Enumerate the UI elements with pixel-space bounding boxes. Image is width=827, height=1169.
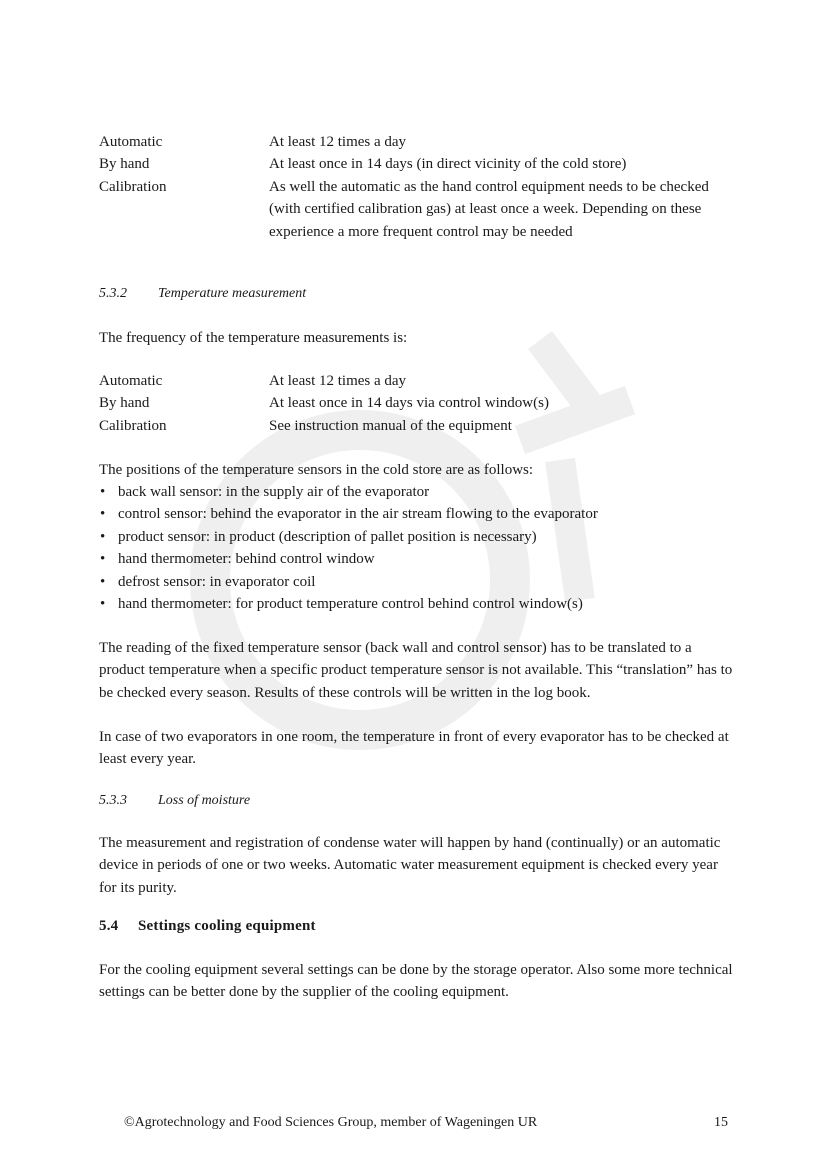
definition-value: At least 12 times a day bbox=[269, 373, 407, 389]
temperature-intro: The frequency of the temperature measurements is: bbox=[99, 330, 408, 346]
gas-measurement-table bbox=[99, 131, 739, 243]
temperature-frequency-table bbox=[99, 370, 739, 437]
definition-value: At least 12 times a day bbox=[269, 134, 407, 150]
section-heading-5-3-3 bbox=[99, 790, 250, 812]
bullet-icon: • bbox=[100, 573, 106, 590]
definition-value: At least once in 14 days via control window(s) bbox=[269, 395, 549, 412]
definition-term: Calibration bbox=[99, 178, 167, 195]
bullet-icon: • bbox=[100, 551, 106, 568]
definition-term: By hand bbox=[99, 156, 150, 173]
list-item-text: hand thermometer: behind control window bbox=[118, 551, 375, 568]
section-number: 5.3.3 bbox=[99, 793, 127, 808]
section-title: Settings cooling equipment bbox=[138, 918, 316, 934]
list-item bbox=[99, 571, 739, 593]
bullet-icon: • bbox=[100, 528, 106, 545]
list-item bbox=[99, 481, 739, 503]
list-item-text: hand thermometer: for product temperature control behind control window(s) bbox=[118, 596, 583, 613]
list-item-text: product sensor: in product (description of pallet position is necessary) bbox=[118, 528, 537, 545]
definition-value: As well the automatic as the hand control equipment needs to be checked (with certified calibration gas) at least once a week. Depending on these experience a more frequent control may be needed bbox=[269, 178, 709, 240]
moisture-paragraph: The measurement and registration of condense water will happen by hand (continually) or an automatic device in periods of one or two weeks. Automatic water measurement equipment is checked every year for its purity. bbox=[99, 835, 721, 896]
section-number: 5.4 bbox=[99, 918, 119, 934]
definition-term: Automatic bbox=[99, 134, 163, 150]
definition-term: By hand bbox=[99, 395, 150, 412]
sensor-positions-list bbox=[99, 481, 739, 615]
section-heading-5-3-2 bbox=[99, 283, 306, 305]
list-item-text: back wall sensor: in the supply air of the evaporator bbox=[118, 484, 430, 500]
definition-row bbox=[99, 415, 739, 437]
list-item bbox=[99, 548, 739, 570]
definition-row bbox=[99, 392, 739, 414]
list-item-text: defrost sensor: in evaporator coil bbox=[118, 573, 316, 590]
definition-term: Automatic bbox=[99, 373, 163, 389]
translation-paragraph: The reading of the fixed temperature sensor (back wall and control sensor) has to be translated to a product temperature when a specific product temperature sensor is not available. This “translation” has to be checked every season. Results of these controls will be written in the log book. bbox=[99, 640, 733, 701]
list-item bbox=[99, 593, 739, 615]
evaporator-paragraph: In case of two evaporators in one room, the temperature in front of every evaporator has to be checked at least every year. bbox=[99, 729, 729, 768]
list-item-text: control sensor: behind the evaporator in the air stream flowing to the evaporator bbox=[118, 506, 598, 523]
list-item bbox=[99, 526, 739, 548]
bullet-icon: • bbox=[100, 506, 106, 523]
sensor-positions-intro: The positions of the temperature sensors in the cold store are as follows: bbox=[99, 462, 534, 478]
definition-row bbox=[99, 176, 739, 243]
bullet-icon: • bbox=[100, 596, 106, 613]
definition-value: See instruction manual of the equipment bbox=[269, 417, 512, 434]
list-item bbox=[99, 503, 739, 525]
section-number: 5.3.2 bbox=[99, 286, 127, 301]
footer-copyright: ©Agrotechnology and Food Sciences Group, member of Wageningen UR bbox=[124, 1115, 538, 1130]
section-title: Loss of moisture bbox=[158, 793, 251, 808]
settings-paragraph: For the cooling equipment several settings can be done by the storage operator. Also some more technical settings can be better done by the supplier of the cooling equipment. bbox=[99, 962, 733, 1001]
bullet-icon: • bbox=[100, 484, 106, 500]
definition-row bbox=[99, 131, 739, 153]
section-heading-5-4 bbox=[99, 915, 316, 937]
definition-value: At least once in 14 days (in direct vicinity of the cold store) bbox=[269, 156, 627, 173]
definition-row bbox=[99, 370, 739, 392]
section-title: Temperature measurement bbox=[158, 286, 307, 301]
definition-term: Calibration bbox=[99, 417, 167, 434]
page-number: 15 bbox=[714, 1115, 728, 1130]
definition-row bbox=[99, 153, 739, 175]
